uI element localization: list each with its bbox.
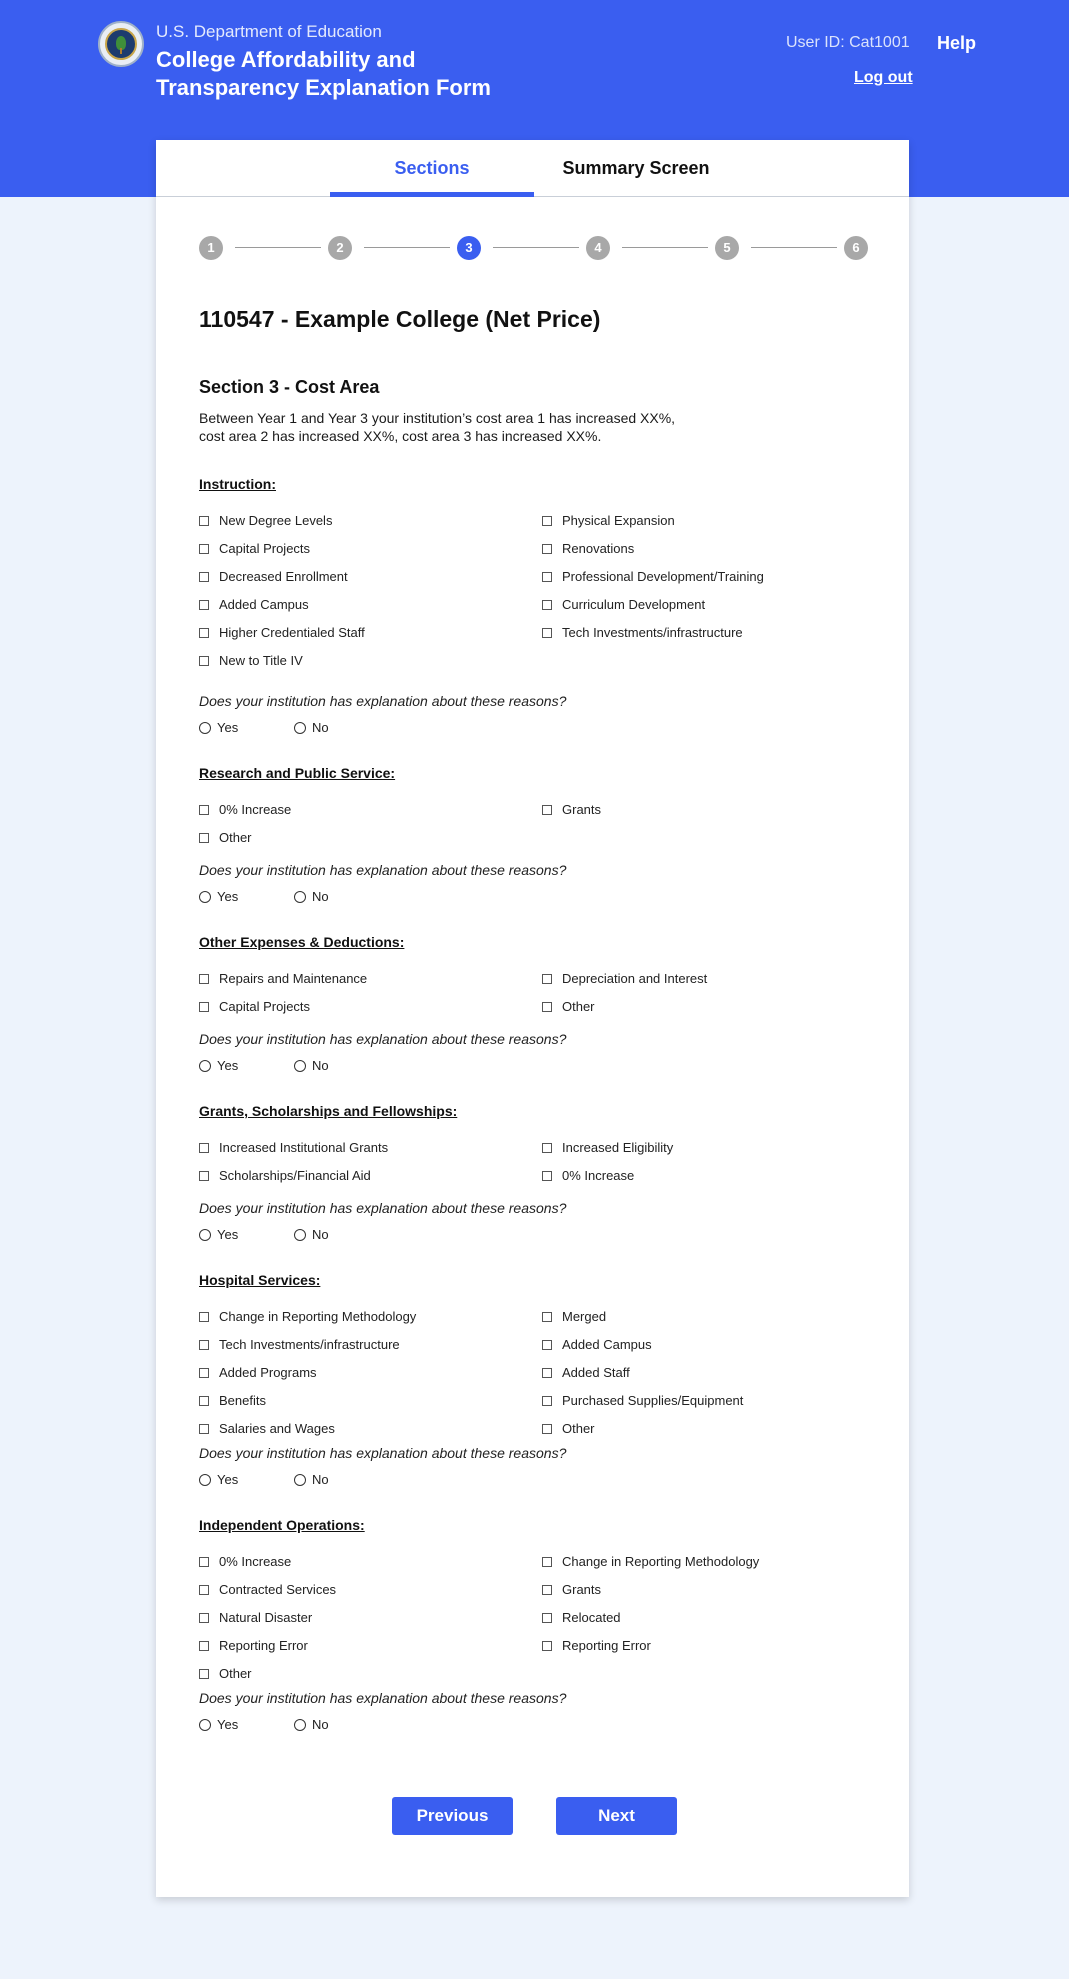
- radio-circle-icon[interactable]: [199, 1229, 211, 1241]
- reason-checkbox-option[interactable]: [199, 597, 309, 613]
- logout-link[interactable]: Log out: [854, 69, 913, 86]
- checkbox-label: Added Campus: [562, 1337, 652, 1352]
- step-5[interactable]: 5: [715, 236, 739, 260]
- step-6[interactable]: 6: [844, 236, 868, 260]
- app-title: [156, 46, 556, 102]
- reason-checkbox-option[interactable]: [199, 1421, 335, 1437]
- checkbox-label: Decreased Enrollment: [219, 569, 348, 584]
- checkbox-icon[interactable]: [199, 1557, 209, 1567]
- reason-checkbox-option[interactable]: [542, 1582, 601, 1598]
- checkbox-label: Change in Reporting Methodology: [219, 1309, 417, 1324]
- checkbox-label: 0% Increase: [219, 1554, 292, 1569]
- explanation-question: Does your institution has explanation about these reasons?: [199, 1445, 567, 1461]
- radio-label: Yes: [217, 1058, 239, 1073]
- reason-checkbox-option[interactable]: [542, 1365, 630, 1381]
- radio-label: No: [312, 889, 329, 904]
- checkbox-icon[interactable]: [542, 1396, 552, 1406]
- checkbox-icon[interactable]: [199, 1002, 209, 1012]
- checkbox-label: 0% Increase: [219, 802, 292, 817]
- reason-checkbox-option[interactable]: [542, 1168, 634, 1184]
- tab-summary-screen[interactable]: Summary Screen: [562, 158, 710, 178]
- radio-circle-icon[interactable]: [199, 1474, 211, 1486]
- checkbox-icon[interactable]: [542, 516, 552, 526]
- explanation-question: Does your institution has explanation about these reasons?: [199, 693, 567, 709]
- radio-circle-icon[interactable]: [294, 891, 306, 903]
- reason-checkbox-option[interactable]: [542, 1337, 652, 1353]
- reason-checkbox-option[interactable]: [199, 513, 332, 529]
- checkbox-label: Added Campus: [219, 597, 309, 612]
- next-button[interactable]: Next: [556, 1797, 677, 1835]
- checkbox-icon[interactable]: [199, 1143, 209, 1153]
- checkbox-icon[interactable]: [542, 1002, 552, 1012]
- checkbox-icon[interactable]: [542, 974, 552, 984]
- reason-checkbox-option[interactable]: [199, 999, 310, 1015]
- group-title: Independent Operations:: [199, 1517, 365, 1533]
- explanation-question: Does your institution has explanation about these reasons?: [199, 1690, 567, 1706]
- explanation-question: Does your institution has explanation about these reasons?: [199, 1200, 567, 1216]
- reason-checkbox-option[interactable]: [542, 597, 705, 613]
- radio-circle-icon[interactable]: [199, 1719, 211, 1731]
- app-title-line-1: College Affordability and: [156, 47, 416, 72]
- step-1[interactable]: 1: [199, 236, 223, 260]
- checkbox-label: Higher Credentialed Staff: [219, 625, 365, 640]
- step-connector: [751, 247, 837, 248]
- checkbox-icon[interactable]: [199, 833, 209, 843]
- checkbox-label: Reporting Error: [219, 1638, 308, 1653]
- step-connector: [622, 247, 708, 248]
- page-title: 110547 - Example College (Net Price): [199, 306, 601, 332]
- form-card: [156, 140, 909, 1897]
- radio-no[interactable]: [294, 889, 329, 905]
- checkbox-icon[interactable]: [542, 1613, 552, 1623]
- reason-checkbox-option[interactable]: [199, 971, 367, 987]
- section-stepper: [199, 236, 869, 260]
- checkbox-label: Repairs and Maintenance: [219, 971, 368, 986]
- section-description: Between Year 1 and Year 3 your institution’s cost area 1 has increased XX%, cost area 2 has increased XX%, cost area 3 has increased XX%.: [199, 410, 676, 444]
- department-name: U.S. Department of Education: [156, 22, 382, 41]
- checkbox-label: Added Staff: [562, 1365, 630, 1380]
- reason-checkbox-option[interactable]: [199, 1140, 388, 1156]
- checkbox-label: Professional Development/Training: [562, 569, 764, 584]
- checkbox-label: Increased Eligibility: [562, 1140, 674, 1155]
- checkbox-icon[interactable]: [199, 544, 209, 554]
- seal-emblem-icon: [105, 28, 137, 60]
- step-3-active[interactable]: 3: [457, 236, 481, 260]
- radio-circle-icon[interactable]: [294, 1060, 306, 1072]
- radio-yes[interactable]: [199, 1227, 238, 1243]
- reason-checkbox-option[interactable]: [542, 1421, 595, 1437]
- group-title: Instruction:: [199, 476, 276, 492]
- reason-checkbox-option[interactable]: [542, 971, 707, 987]
- checkbox-label: Capital Projects: [219, 541, 311, 556]
- checkbox-icon[interactable]: [542, 1171, 552, 1181]
- checkbox-label: Depreciation and Interest: [562, 971, 708, 986]
- reason-checkbox-option[interactable]: [199, 830, 252, 846]
- checkbox-icon[interactable]: [199, 1585, 209, 1595]
- checkbox-icon[interactable]: [199, 1396, 209, 1406]
- reason-checkbox-option[interactable]: [199, 802, 291, 818]
- checkbox-icon[interactable]: [199, 974, 209, 984]
- checkbox-icon[interactable]: [542, 600, 552, 610]
- step-4[interactable]: 4: [586, 236, 610, 260]
- radio-no[interactable]: [294, 720, 329, 736]
- section-title: Section 3 - Cost Area: [199, 377, 380, 397]
- checkbox-label: Tech Investments/infrastructure: [562, 625, 743, 640]
- checkbox-icon[interactable]: [199, 1340, 209, 1350]
- checkbox-label: Grants: [562, 802, 602, 817]
- radio-circle-icon[interactable]: [294, 1474, 306, 1486]
- checkbox-icon[interactable]: [542, 1557, 552, 1567]
- radio-yes[interactable]: [199, 720, 238, 736]
- radio-yes[interactable]: [199, 1717, 238, 1733]
- reason-checkbox-option[interactable]: [199, 1554, 291, 1570]
- reason-checkbox-option[interactable]: [199, 1582, 336, 1598]
- checkbox-label: New Degree Levels: [219, 513, 333, 528]
- checkbox-icon[interactable]: [199, 1669, 209, 1679]
- app-title-line-2: Transparency Explanation Form: [156, 75, 491, 100]
- radio-circle-icon[interactable]: [199, 722, 211, 734]
- checkbox-label: Grants: [562, 1582, 602, 1597]
- checkbox-icon[interactable]: [199, 1613, 209, 1623]
- checkbox-label: Contracted Services: [219, 1582, 337, 1597]
- help-link[interactable]: Help: [937, 33, 977, 53]
- checkbox-icon[interactable]: [542, 805, 552, 815]
- checkbox-icon[interactable]: [199, 805, 209, 815]
- reason-checkbox-option[interactable]: [199, 653, 303, 669]
- checkbox-label: Tech Investments/infrastructure: [219, 1337, 400, 1352]
- radio-label: Yes: [217, 1227, 239, 1242]
- radio-label: No: [312, 720, 329, 735]
- radio-label: No: [312, 1717, 329, 1732]
- checkbox-icon[interactable]: [199, 1368, 209, 1378]
- radio-yes[interactable]: [199, 889, 238, 905]
- reason-checkbox-option[interactable]: [199, 1610, 312, 1626]
- checkbox-label: Physical Expansion: [562, 513, 675, 528]
- explanation-question: Does your institution has explanation about these reasons?: [199, 862, 567, 878]
- checkbox-icon[interactable]: [199, 1312, 209, 1322]
- checkbox-icon[interactable]: [542, 1340, 552, 1350]
- checkbox-label: New to Title IV: [219, 653, 303, 668]
- checkbox-icon[interactable]: [542, 1312, 552, 1322]
- checkbox-icon[interactable]: [199, 600, 209, 610]
- checkbox-label: Other: [562, 1421, 595, 1436]
- checkbox-icon[interactable]: [542, 628, 552, 638]
- checkbox-label: Reporting Error: [562, 1638, 651, 1653]
- user-id-label: User ID: Cat1001: [786, 34, 910, 51]
- reason-checkbox-option[interactable]: [542, 541, 634, 557]
- reason-checkbox-option[interactable]: [199, 1393, 266, 1409]
- radio-label: No: [312, 1227, 329, 1242]
- reason-checkbox-option[interactable]: [542, 1610, 621, 1626]
- checkbox-icon[interactable]: [542, 544, 552, 554]
- tab-bar: [156, 140, 909, 197]
- reason-checkbox-option[interactable]: [199, 541, 310, 557]
- checkbox-label: Other: [562, 999, 595, 1014]
- checkbox-icon[interactable]: [199, 572, 209, 582]
- reason-checkbox-option[interactable]: [199, 1337, 400, 1353]
- group-title: Hospital Services:: [199, 1272, 321, 1288]
- radio-label: Yes: [217, 889, 239, 904]
- checkbox-label: Benefits: [219, 1393, 266, 1408]
- step-connector: [364, 247, 450, 248]
- checkbox-label: Merged: [562, 1309, 607, 1324]
- reason-checkbox-option[interactable]: [542, 1309, 606, 1325]
- checkbox-icon[interactable]: [199, 516, 209, 526]
- radio-label: Yes: [217, 1717, 239, 1732]
- radio-no[interactable]: [294, 1472, 329, 1488]
- reason-checkbox-option[interactable]: [542, 999, 595, 1015]
- reason-checkbox-option[interactable]: [199, 1168, 371, 1184]
- reason-checkbox-option[interactable]: [542, 1554, 759, 1570]
- checkbox-label: Salaries and Wages: [219, 1421, 335, 1436]
- reason-checkbox-option[interactable]: [542, 1140, 673, 1156]
- checkbox-label: Other: [219, 830, 252, 845]
- checkbox-label: Scholarships/Financial Aid: [219, 1168, 371, 1183]
- checkbox-icon[interactable]: [542, 1641, 552, 1651]
- department-seal-logo: [98, 21, 144, 67]
- radio-no[interactable]: [294, 1058, 329, 1074]
- checkbox-label: Other: [219, 1666, 252, 1681]
- reason-checkbox-option[interactable]: [199, 1638, 308, 1654]
- checkbox-label: Increased Institutional Grants: [219, 1140, 389, 1155]
- checkbox-icon[interactable]: [199, 1424, 209, 1434]
- checkbox-icon[interactable]: [199, 1171, 209, 1181]
- radio-circle-icon[interactable]: [199, 1060, 211, 1072]
- group-title: Research and Public Service:: [199, 765, 396, 781]
- checkbox-icon[interactable]: [199, 656, 209, 666]
- reason-checkbox-option[interactable]: [542, 1638, 651, 1654]
- explanation-question: Does your institution has explanation about these reasons?: [199, 1031, 567, 1047]
- reason-checkbox-option[interactable]: [199, 1309, 416, 1325]
- checkbox-icon[interactable]: [542, 1143, 552, 1153]
- radio-label: Yes: [217, 1472, 239, 1487]
- checkbox-label: Capital Projects: [219, 999, 311, 1014]
- checkbox-label: 0% Increase: [562, 1168, 635, 1183]
- radio-no[interactable]: [294, 1717, 329, 1733]
- checkbox-label: Purchased Supplies/Equipment: [562, 1393, 744, 1408]
- radio-yes[interactable]: [199, 1058, 238, 1074]
- reason-checkbox-option[interactable]: [542, 802, 601, 818]
- group-title: Grants, Scholarships and Fellowships:: [199, 1103, 458, 1119]
- checkbox-label: Renovations: [562, 541, 635, 556]
- checkbox-label: Change in Reporting Methodology: [562, 1554, 760, 1569]
- reason-checkbox-option[interactable]: [199, 625, 365, 641]
- checkbox-label: Curriculum Development: [562, 597, 706, 612]
- radio-circle-icon[interactable]: [294, 1719, 306, 1731]
- radio-circle-icon[interactable]: [294, 1229, 306, 1241]
- radio-label: No: [312, 1472, 329, 1487]
- checkbox-icon[interactable]: [199, 1641, 209, 1651]
- radio-circle-icon[interactable]: [294, 722, 306, 734]
- radio-label: No: [312, 1058, 329, 1073]
- checkbox-label: Relocated: [562, 1610, 621, 1625]
- checkbox-icon[interactable]: [542, 572, 552, 582]
- group-title: Other Expenses & Deductions:: [199, 934, 405, 950]
- radio-circle-icon[interactable]: [199, 891, 211, 903]
- checkbox-icon[interactable]: [199, 628, 209, 638]
- step-2[interactable]: 2: [328, 236, 352, 260]
- checkbox-label: Natural Disaster: [219, 1610, 313, 1625]
- reason-checkbox-option[interactable]: [542, 513, 675, 529]
- step-connector: [493, 247, 579, 248]
- step-connector: [235, 247, 321, 248]
- reason-checkbox-option[interactable]: [542, 1393, 743, 1409]
- reason-checkbox-option[interactable]: [542, 625, 743, 641]
- reason-checkbox-option[interactable]: [542, 569, 764, 585]
- checkbox-icon[interactable]: [542, 1368, 552, 1378]
- previous-button[interactable]: Previous: [392, 1797, 513, 1835]
- reason-checkbox-option[interactable]: [199, 569, 348, 585]
- tab-sections[interactable]: Sections: [330, 140, 534, 197]
- radio-yes[interactable]: [199, 1472, 238, 1488]
- checkbox-icon[interactable]: [542, 1585, 552, 1595]
- reason-checkbox-option[interactable]: [199, 1666, 252, 1682]
- checkbox-label: Added Programs: [219, 1365, 317, 1380]
- radio-no[interactable]: [294, 1227, 329, 1243]
- reason-checkbox-option[interactable]: [199, 1365, 317, 1381]
- checkbox-icon[interactable]: [542, 1424, 552, 1434]
- radio-label: Yes: [217, 720, 239, 735]
